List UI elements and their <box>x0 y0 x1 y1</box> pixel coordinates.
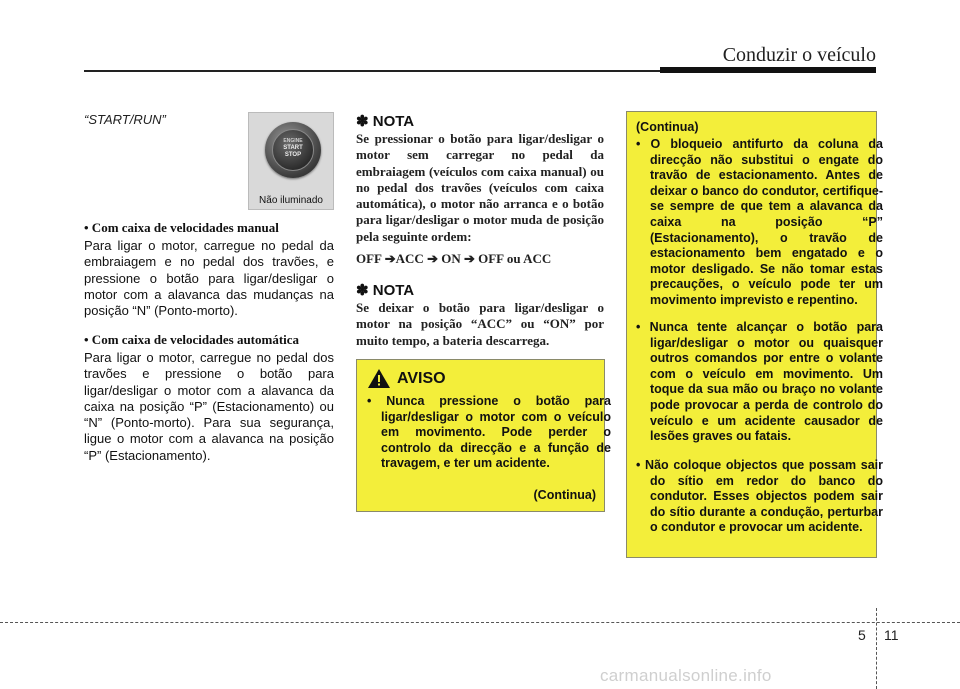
page-header-title: Conduzir o veículo <box>722 44 876 66</box>
nota-text-2: Se deixar o botão para ligar/desligar o motor na posição “ACC” ou “ON” por muito tempo, a bateria descarrega. <box>356 300 604 348</box>
nota-text-1: Se pressionar o botão para ligar/desligar o motor sem carregar no pedal da embraiagem (veículos com caixa manual) ou no pedal dos travões (veículos com caixa automática), o motor não arranca e o botão para ligar/desligar o motor muda de posição pela seguinte ordem: <box>356 131 604 244</box>
footer-dashed-divider <box>876 608 877 689</box>
warning-list-item: • Nunca tente alcançar o botão para ligar/desligar o motor ou quaisquer outros comandos por entre o volante com o veículo em movimento. Um toque da sua mão ou braço no volante pode provocar a perda de controlo do veículo e um acidente causador de lesões graves ou fatais. <box>636 320 883 444</box>
watermark: carmanualsonline.info <box>600 666 772 685</box>
engine-start-stop-button-icon <box>265 122 321 178</box>
automatic-transmission-text: Para ligar o motor, carregue no pedal dos travões e pressione o botão para ligar/desligar o motor com a alavanca da caixa na posição “P” (Estacionamento) ou “N” (Ponto-morto). Para sua segurança, ligue o motor com a alavanca na posição “P” (Estacionamento). <box>84 350 334 463</box>
button-label-start: START <box>283 145 303 151</box>
warning-list-item: • Não coloque objectos que possam sair do sítio em redor do banco do condutor. Esses objectos podem sair do sítio durante a condução, perturbar o condutor e provocar um acidente. <box>636 458 883 535</box>
warning-title: AVISO <box>397 369 446 387</box>
nota-title-1: ✽ NOTA <box>356 113 415 130</box>
start-run-heading: “START/RUN” <box>84 112 166 127</box>
manual-transmission-heading: • Com caixa de velocidades manual <box>84 220 279 235</box>
footer-dashed-rule <box>0 622 960 623</box>
ignition-sequence: OFF ➔ACC ➔ ON ➔ OFF ou ACC <box>356 251 552 266</box>
button-label-stop: STOP <box>284 152 302 158</box>
continued-warning-box <box>626 111 883 558</box>
automatic-transmission-heading: • Com caixa de velocidades automática <box>84 332 300 347</box>
warning-item: • Nunca pressione o botão para ligar/desligar o motor com o veículo em movimento. Pode perder o controlo da direcção e a função de travagem, e ter um acidente. <box>367 394 611 471</box>
start-stop-button-figure <box>248 112 334 210</box>
button-label-engine: ENGINE <box>283 138 303 144</box>
figure-caption: Não iluminado <box>259 195 323 206</box>
warning-triangle-icon <box>367 368 391 389</box>
nota-title-2: ✽ NOTA <box>356 282 415 299</box>
warning-box <box>356 359 611 512</box>
chapter-number: 5 <box>858 627 866 643</box>
manual-transmission-text: Para ligar o motor, carregue no pedal da embraiagem e no pedal dos travões, e pressione o botão para ligar/desligar o motor com a alavanca das mudanças na posição “N” (Ponto-morto). <box>84 238 334 319</box>
header-rule-thin <box>84 70 660 72</box>
header-rule-thick <box>660 67 876 73</box>
warning-list-item: • O bloqueio antifurto da coluna da direcção não substitui o engate do travão de estacionamento. Antes de deixar o banco do condutor, certifique-se sempre de que tem a alavanca da caixa na posição “P” (Estacionamento), o travão de estacionamento bem engatado e o motor desligado. Se não tomar estas precauções, o veículo pode ter um movimento imprevisto e repentino. <box>636 137 883 307</box>
page-number: 11 <box>884 627 899 643</box>
warning-continued: (Continua) <box>533 488 596 502</box>
continued-head: (Continua) <box>636 120 699 134</box>
